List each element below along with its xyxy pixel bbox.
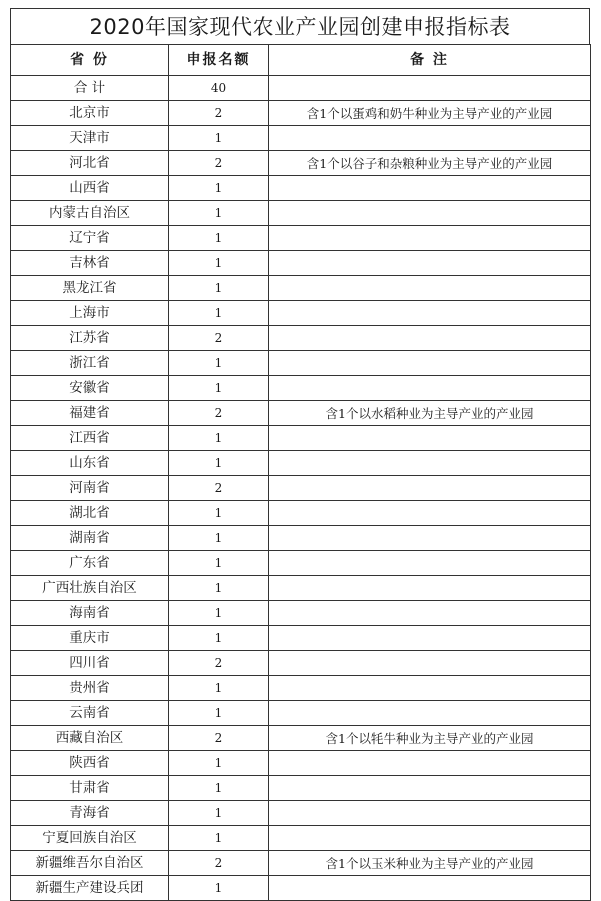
table-row xyxy=(11,226,591,251)
note-cell xyxy=(269,501,591,526)
table-row xyxy=(11,826,591,851)
quota-cell: 1 xyxy=(169,176,269,201)
province-cell: 河南省 xyxy=(11,476,169,501)
quota-cell: 2 xyxy=(169,101,269,126)
province-cell: 河北省 xyxy=(11,151,169,176)
province-cell: 新疆生产建设兵团 xyxy=(11,876,169,901)
table-row xyxy=(11,126,591,151)
note-cell xyxy=(269,751,591,776)
note-cell xyxy=(269,351,591,376)
table-body xyxy=(11,76,591,901)
province-cell: 山东省 xyxy=(11,451,169,476)
province-cell: 重庆市 xyxy=(11,626,169,651)
province-cell: 云南省 xyxy=(11,701,169,726)
quota-cell: 1 xyxy=(169,351,269,376)
quota-cell: 1 xyxy=(169,826,269,851)
note-cell xyxy=(269,201,591,226)
table-row xyxy=(11,401,591,426)
province-cell: 山西省 xyxy=(11,176,169,201)
note-cell xyxy=(269,426,591,451)
table-row xyxy=(11,351,591,376)
note-cell xyxy=(269,376,591,401)
table-row xyxy=(11,276,591,301)
table-row xyxy=(11,676,591,701)
province-cell: 北京市 xyxy=(11,101,169,126)
quota-cell: 1 xyxy=(169,276,269,301)
table-row xyxy=(11,601,591,626)
quota-cell: 2 xyxy=(169,651,269,676)
note-cell xyxy=(269,126,591,151)
quota-cell: 40 xyxy=(169,76,269,101)
table-row xyxy=(11,451,591,476)
province-cell: 上海市 xyxy=(11,301,169,326)
note-cell xyxy=(269,526,591,551)
quota-cell: 1 xyxy=(169,551,269,576)
table-row xyxy=(11,151,591,176)
table-row xyxy=(11,526,591,551)
note-cell: 含1个以牦牛种业为主导产业的产业园 xyxy=(269,726,591,751)
province-cell: 西藏自治区 xyxy=(11,726,169,751)
quota-cell: 1 xyxy=(169,126,269,151)
note-cell: 含1个以蛋鸡和奶牛种业为主导产业的产业园 xyxy=(269,101,591,126)
note-cell xyxy=(269,626,591,651)
quota-cell: 1 xyxy=(169,601,269,626)
quota-cell: 1 xyxy=(169,626,269,651)
quota-cell: 2 xyxy=(169,726,269,751)
note-cell xyxy=(269,76,591,101)
note-cell: 含1个以玉米种业为主导产业的产业园 xyxy=(269,851,591,876)
table-row xyxy=(11,776,591,801)
note-cell xyxy=(269,801,591,826)
note-cell xyxy=(269,576,591,601)
quota-cell: 1 xyxy=(169,576,269,601)
table-row xyxy=(11,176,591,201)
province-cell: 宁夏回族自治区 xyxy=(11,826,169,851)
note-cell xyxy=(269,301,591,326)
note-cell xyxy=(269,326,591,351)
province-cell: 江西省 xyxy=(11,426,169,451)
quota-cell: 1 xyxy=(169,251,269,276)
province-cell: 新疆维吾尔自治区 xyxy=(11,851,169,876)
table-row xyxy=(11,876,591,901)
note-cell xyxy=(269,826,591,851)
quota-cell: 1 xyxy=(169,676,269,701)
province-cell: 湖南省 xyxy=(11,526,169,551)
province-cell: 安徽省 xyxy=(11,376,169,401)
header-note: 备 注 xyxy=(269,45,591,76)
note-cell xyxy=(269,226,591,251)
quota-cell: 2 xyxy=(169,476,269,501)
quota-cell: 1 xyxy=(169,801,269,826)
table-row xyxy=(11,326,591,351)
table-row xyxy=(11,551,591,576)
province-cell: 内蒙古自治区 xyxy=(11,201,169,226)
table-row xyxy=(11,651,591,676)
table-row xyxy=(11,726,591,751)
quota-cell: 1 xyxy=(169,201,269,226)
table-row xyxy=(11,426,591,451)
province-cell: 黑龙江省 xyxy=(11,276,169,301)
table-row xyxy=(11,501,591,526)
table-row xyxy=(11,751,591,776)
note-cell xyxy=(269,701,591,726)
province-cell: 四川省 xyxy=(11,651,169,676)
note-cell xyxy=(269,176,591,201)
province-cell: 合 计 xyxy=(11,76,169,101)
note-cell xyxy=(269,651,591,676)
table-row xyxy=(11,476,591,501)
province-cell: 吉林省 xyxy=(11,251,169,276)
quota-cell: 1 xyxy=(169,451,269,476)
quota-cell: 1 xyxy=(169,776,269,801)
note-cell: 含1个以谷子和杂粮种业为主导产业的产业园 xyxy=(269,151,591,176)
note-cell xyxy=(269,676,591,701)
note-cell xyxy=(269,476,591,501)
quota-cell: 2 xyxy=(169,401,269,426)
quota-cell: 2 xyxy=(169,851,269,876)
quota-cell: 1 xyxy=(169,426,269,451)
quota-cell: 1 xyxy=(169,226,269,251)
table-row xyxy=(11,801,591,826)
table-row xyxy=(11,376,591,401)
note-cell xyxy=(269,551,591,576)
province-cell: 广东省 xyxy=(11,551,169,576)
note-cell xyxy=(269,451,591,476)
table-row xyxy=(11,201,591,226)
table-row xyxy=(11,701,591,726)
note-cell xyxy=(269,876,591,901)
header-row xyxy=(11,45,591,76)
province-cell: 辽宁省 xyxy=(11,226,169,251)
quota-cell: 1 xyxy=(169,501,269,526)
table-row xyxy=(11,576,591,601)
table-row xyxy=(11,851,591,876)
province-cell: 天津市 xyxy=(11,126,169,151)
quota-cell: 2 xyxy=(169,151,269,176)
province-cell: 贵州省 xyxy=(11,676,169,701)
province-cell: 海南省 xyxy=(11,601,169,626)
quota-cell: 1 xyxy=(169,751,269,776)
quota-cell: 1 xyxy=(169,526,269,551)
table-row xyxy=(11,251,591,276)
note-cell xyxy=(269,776,591,801)
province-cell: 陕西省 xyxy=(11,751,169,776)
province-cell: 江苏省 xyxy=(11,326,169,351)
note-cell xyxy=(269,251,591,276)
table-row xyxy=(11,301,591,326)
province-cell: 湖北省 xyxy=(11,501,169,526)
quota-table xyxy=(10,44,591,901)
province-cell: 广西壮族自治区 xyxy=(11,576,169,601)
header-province: 省 份 xyxy=(11,45,169,76)
quota-cell: 1 xyxy=(169,301,269,326)
province-cell: 浙江省 xyxy=(11,351,169,376)
province-cell: 甘肃省 xyxy=(11,776,169,801)
province-cell: 福建省 xyxy=(11,401,169,426)
note-cell xyxy=(269,276,591,301)
header-quota: 申报名额 xyxy=(169,45,269,76)
note-cell: 含1个以水稻种业为主导产业的产业园 xyxy=(269,401,591,426)
note-cell xyxy=(269,601,591,626)
table-title: 2020年国家现代农业产业园创建申报指标表 xyxy=(10,8,590,44)
province-cell: 青海省 xyxy=(11,801,169,826)
table-row xyxy=(11,101,591,126)
table-row xyxy=(11,626,591,651)
total-row xyxy=(11,76,591,101)
quota-cell: 2 xyxy=(169,326,269,351)
quota-cell: 1 xyxy=(169,876,269,901)
quota-cell: 1 xyxy=(169,376,269,401)
quota-cell: 1 xyxy=(169,701,269,726)
